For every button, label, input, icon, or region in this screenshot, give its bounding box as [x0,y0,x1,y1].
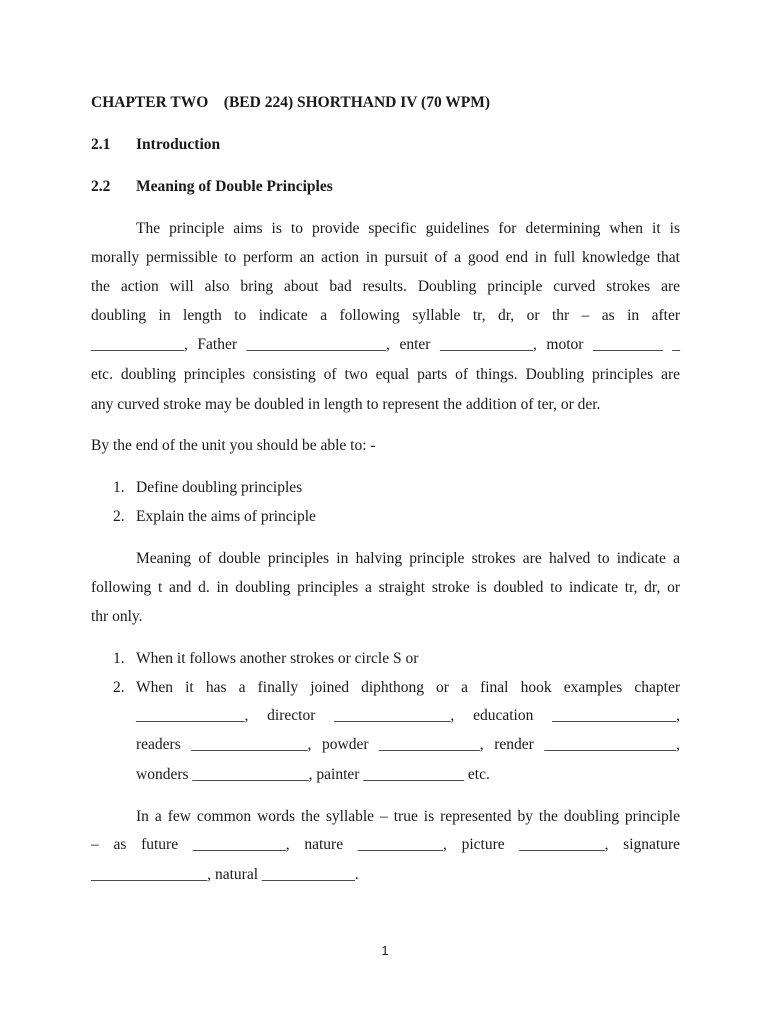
paragraph-line: morally permissible to perform an action in pursuit of a good end in full knowledge that [91,249,680,266]
list-number: 1. [113,479,125,496]
section-number: 2.2 [91,178,111,195]
paragraph-line: etc. doubling principles consisting of two equal parts of things. Doubling principles are [91,366,680,383]
list-item: Define doubling principles [136,479,303,496]
course-title: (BED 224) SHORTHAND IV (70 WPM) [223,94,491,111]
list-item-continuation: readers _______________, powder _____________, render _________________, [136,736,680,753]
list-number: 1. [113,650,125,667]
paragraph-line: following t and d. in doubling principles a straight stroke is doubled to indicate tr, dr, or [91,579,680,596]
section-title: Meaning of Double Principles [136,178,333,195]
section-heading [91,135,680,155]
chapter-heading [91,93,680,113]
paragraph-line: Meaning of double principles in halving principle strokes are halved to indicate a [136,550,680,567]
list-item-continuation: wonders _______________, painter _____________ etc. [136,766,490,783]
list-number: 2. [113,679,125,696]
list-item: When it follows another strokes or circle S or [136,650,419,667]
paragraph-line: any curved stroke may be doubled in length to represent the addition of ter, or der. [91,396,601,413]
section-title: Introduction [136,136,221,153]
paragraph-line: In a few common words the syllable – true is represented by the doubling principle [136,808,680,825]
section-heading [91,177,680,197]
objectives-intro: By the end of the unit you should be able to: - [91,437,376,454]
paragraph-line: doubling in length to indicate a following syllable tr, dr, or thr – as in after [91,307,680,324]
paragraph-line: ____________, Father __________________, enter ____________, motor _________ _ [91,336,680,353]
paragraph-line: _______________, natural ____________. [91,866,359,883]
page-number: 1 [381,943,389,958]
chapter-label: CHAPTER TWO [91,94,209,111]
paragraph-line: – as future ____________, nature ___________, picture ___________, signature [91,836,680,853]
section-number: 2.1 [91,136,111,153]
list-item: Explain the aims of principle [136,508,316,525]
paragraph-line: thr only. [91,608,143,625]
list-number: 2. [113,508,125,525]
paragraph-line: the action will also bring about bad results. Doubling principle curved strokes are [91,278,680,295]
list-item: When it has a finally joined diphthong or a final hook examples chapter [136,679,680,696]
paragraph-line: The principle aims is to provide specific guidelines for determining when it is [136,220,680,237]
list-item-continuation: ______________, director _______________, education ________________, [136,707,680,724]
